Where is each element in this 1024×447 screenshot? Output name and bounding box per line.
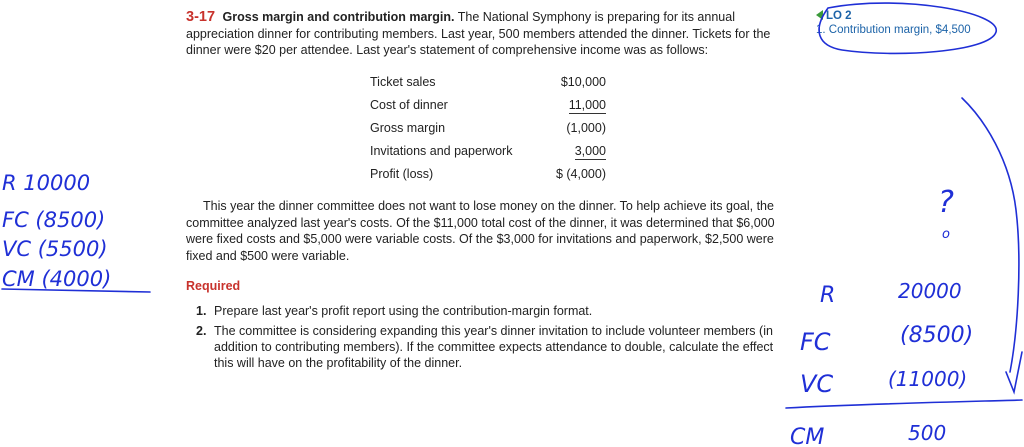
income-value: 11,000 bbox=[568, 98, 606, 112]
hw-cm-label: CM bbox=[790, 425, 825, 447]
hw-cm-value: 500 bbox=[908, 421, 947, 445]
income-value: (1,000) bbox=[566, 121, 606, 135]
lo-circle-mark bbox=[819, 3, 996, 53]
required-item-number: 1. bbox=[196, 304, 207, 318]
required-item-number: 2. bbox=[196, 324, 207, 338]
hw-left-line: VC (5500) bbox=[2, 237, 108, 261]
income-value: $ (4,000) bbox=[555, 167, 606, 181]
hw-left-line: FC (8500) bbox=[2, 208, 106, 232]
hw-vc-label: VC bbox=[800, 370, 834, 398]
hw-r-value: 20000 bbox=[898, 279, 962, 303]
lo-badge: LO 2 bbox=[826, 10, 852, 22]
right-underline bbox=[786, 400, 1022, 408]
hw-left-line: R 10000 bbox=[2, 171, 91, 195]
problem-title: Gross margin and contribution margin. bbox=[222, 10, 455, 24]
income-value: 3,000 bbox=[574, 144, 606, 158]
required-item-text: Prepare last year's profit report using the contribution-margin format. bbox=[214, 304, 593, 318]
cost-analysis-paragraph: This year the dinner committee does not want to lose money on the dinner. To help achieve its goal, the committee analyzed last year's costs. Of the $11,000 total cost of the dinner, it was determined that $6,000 were fixed costs and $5,000 were variable costs. Of the $3,000 for invitations and paperwork, $2,500 were fixed and $500 were variable. bbox=[186, 199, 775, 263]
income-label: Cost of dinner bbox=[370, 98, 448, 112]
income-value: $10,000 bbox=[560, 75, 606, 89]
hw-fc-label: FC bbox=[800, 328, 831, 356]
required-item-text: The committee is considering expanding this year's dinner invitation to include volunteer members (in addition to contributing members). If the committee expects attendance to double, calculate the effect this will have on the profitability of the dinner. bbox=[214, 324, 774, 370]
income-label: Invitations and paperwork bbox=[370, 144, 513, 158]
hw-vc-value: (11000) bbox=[888, 367, 968, 391]
lo-answer-hint: 1. Contribution margin, $4,500 bbox=[816, 24, 971, 36]
problem-intro: The National Symphony is preparing for its annual appreciation dinner for contributing members. Last year, 500 members attended the dinner. Tickets for the dinner were $20 per attendee. Last year's statement of comprehensive income was as follows: bbox=[186, 10, 771, 57]
hw-question-dot: o bbox=[942, 227, 950, 242]
hw-r-label: R bbox=[820, 283, 836, 308]
check-mark bbox=[1006, 352, 1022, 392]
hw-fc-value: (8500) bbox=[900, 323, 974, 348]
income-label: Ticket sales bbox=[370, 75, 436, 89]
hw-question-mark: ? bbox=[938, 185, 954, 220]
hw-left-line: CM (4000) bbox=[2, 267, 112, 291]
problem-number: 3-17 bbox=[186, 9, 216, 25]
income-label: Gross margin bbox=[370, 121, 446, 135]
income-label: Profit (loss) bbox=[370, 167, 434, 181]
required-heading: Required bbox=[186, 279, 241, 293]
